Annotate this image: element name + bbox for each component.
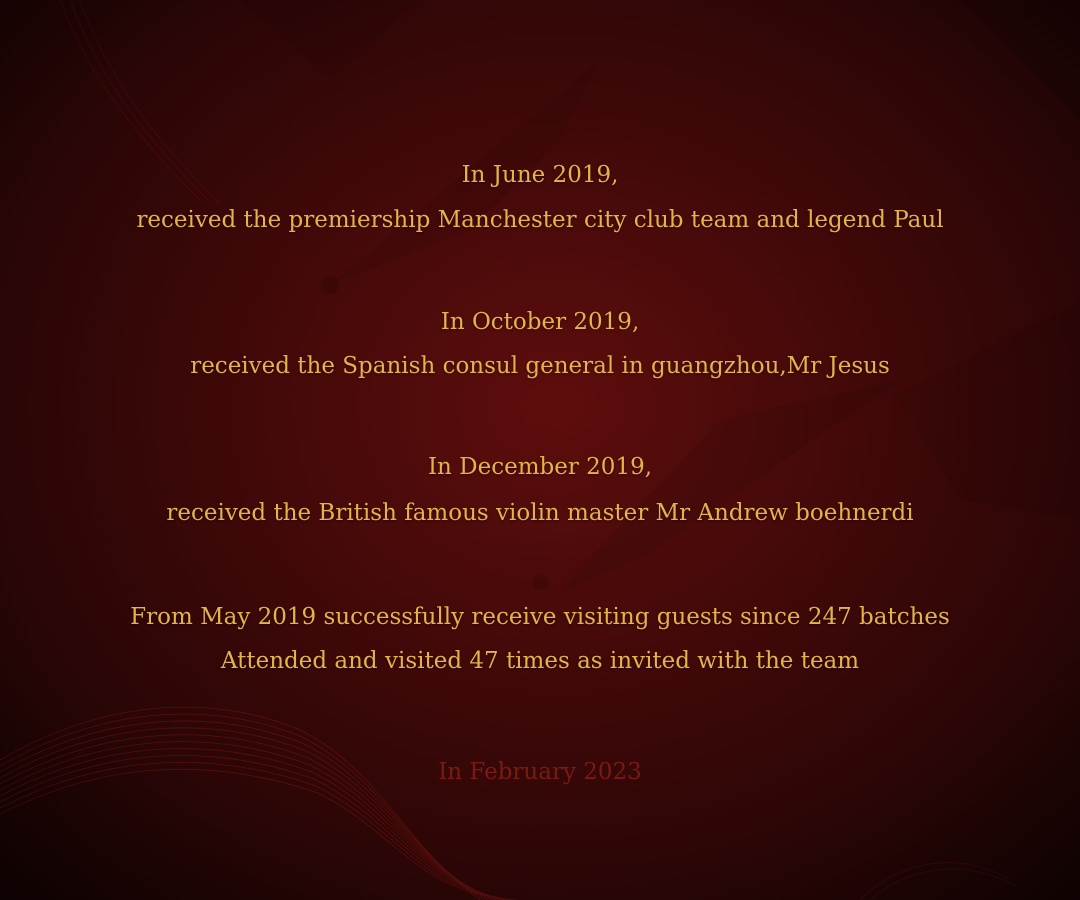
entry-3-heading: In December 2019, — [427, 454, 653, 480]
entry-1-heading: In June 2019, — [461, 162, 619, 188]
entry-3-detail: received the British famous violin master Mr Andrew boehnerdi — [166, 500, 914, 526]
summary-line-1: From May 2019 successfully receive visiting guests since 247 batches — [130, 604, 950, 630]
entry-2-heading: In October 2019, — [440, 309, 640, 335]
entry-2-detail: received the Spanish consul general in guangzhou,Mr Jesus — [190, 353, 890, 379]
entry-1-detail: received the premiership Manchester city club team and legend Paul — [136, 207, 944, 233]
summary-line-2: Attended and visited 47 times as invited with the team — [220, 648, 860, 674]
footer-date: In February 2023 — [438, 759, 642, 785]
